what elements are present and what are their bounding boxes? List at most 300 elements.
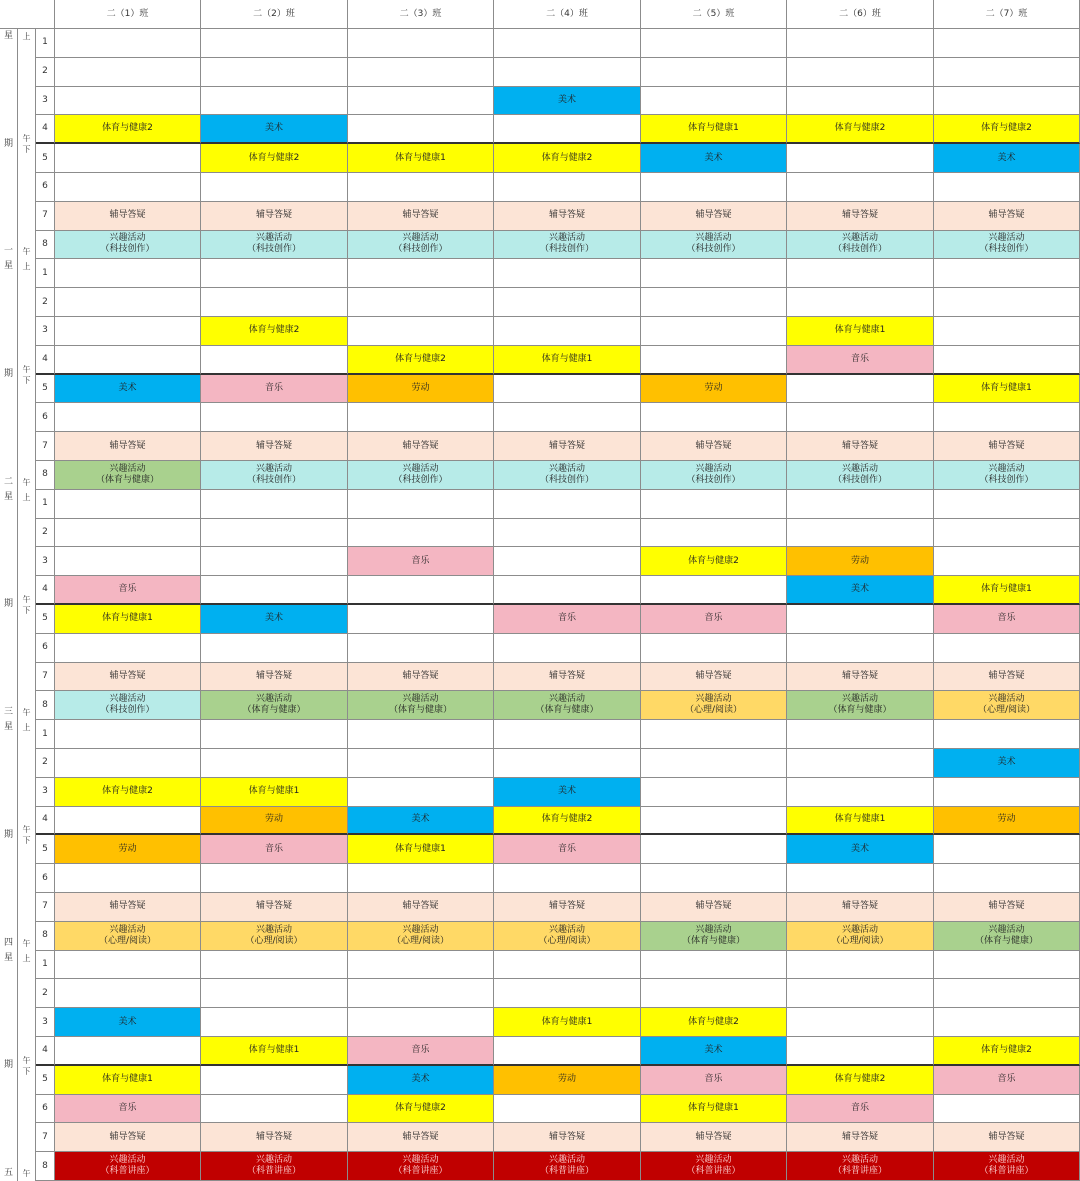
empty-cell[interactable] [348, 490, 494, 519]
empty-cell[interactable] [494, 288, 641, 317]
empty-cell[interactable] [494, 634, 641, 663]
empty-cell[interactable] [641, 951, 787, 980]
empty-cell[interactable] [494, 259, 641, 288]
empty-cell[interactable] [494, 115, 641, 144]
empty-cell[interactable] [55, 317, 201, 346]
empty-cell[interactable] [934, 519, 1080, 548]
empty-cell[interactable] [641, 634, 787, 663]
class-cell[interactable] [55, 115, 201, 144]
class-cell[interactable] [641, 432, 787, 461]
empty-cell[interactable] [494, 979, 641, 1008]
empty-cell[interactable] [55, 979, 201, 1008]
subject-label: 辅导答疑 [988, 440, 1025, 451]
empty-cell[interactable] [348, 317, 494, 346]
empty-cell[interactable] [787, 144, 934, 173]
class-cell[interactable] [934, 1123, 1080, 1152]
empty-cell[interactable] [494, 547, 641, 576]
empty-cell[interactable] [348, 749, 494, 778]
class-cell[interactable] [494, 346, 641, 375]
class-cell[interactable] [641, 663, 787, 692]
empty-cell[interactable] [55, 547, 201, 576]
empty-cell[interactable] [494, 317, 641, 346]
class-cell[interactable] [55, 778, 201, 807]
class-cell[interactable] [494, 691, 641, 720]
class-cell[interactable] [55, 893, 201, 922]
empty-cell[interactable] [934, 87, 1080, 116]
class-cell[interactable] [201, 691, 348, 720]
class-cell[interactable] [641, 547, 787, 576]
empty-cell[interactable] [55, 951, 201, 980]
empty-cell[interactable] [348, 605, 494, 634]
empty-cell[interactable] [201, 87, 348, 116]
class-cell[interactable] [201, 835, 348, 864]
class-cell[interactable] [201, 807, 348, 836]
class-cell[interactable] [787, 807, 934, 836]
empty-cell[interactable] [934, 951, 1080, 980]
class-cell[interactable] [787, 922, 934, 951]
empty-cell[interactable] [934, 720, 1080, 749]
empty-cell[interactable] [641, 835, 787, 864]
empty-cell[interactable] [494, 951, 641, 980]
class-cell[interactable] [934, 231, 1080, 260]
class-cell[interactable] [787, 202, 934, 231]
class-cell[interactable] [934, 663, 1080, 692]
empty-cell[interactable] [641, 58, 787, 87]
class-cell[interactable] [494, 1066, 641, 1095]
period-number [36, 864, 55, 893]
class-cell[interactable] [494, 1152, 641, 1181]
class-cell[interactable] [494, 922, 641, 951]
class-cell[interactable] [934, 576, 1080, 605]
class-cell[interactable] [348, 1095, 494, 1124]
class-cell[interactable] [348, 1123, 494, 1152]
empty-cell[interactable] [55, 490, 201, 519]
class-cell[interactable] [348, 893, 494, 922]
empty-cell[interactable] [201, 29, 348, 58]
empty-cell[interactable] [494, 720, 641, 749]
empty-cell[interactable] [348, 173, 494, 202]
class-cell[interactable] [201, 202, 348, 231]
empty-cell[interactable] [934, 979, 1080, 1008]
empty-cell[interactable] [641, 749, 787, 778]
period-number-label: 6 [42, 1102, 48, 1113]
class-cell[interactable] [641, 1037, 787, 1066]
empty-cell[interactable] [348, 29, 494, 58]
class-cell[interactable] [787, 432, 934, 461]
empty-cell[interactable] [201, 490, 348, 519]
class-cell[interactable] [934, 1066, 1080, 1095]
empty-cell[interactable] [201, 346, 348, 375]
empty-cell[interactable] [934, 547, 1080, 576]
empty-cell[interactable] [348, 979, 494, 1008]
empty-cell[interactable] [55, 1037, 201, 1066]
empty-cell[interactable] [201, 288, 348, 317]
class-cell[interactable] [934, 749, 1080, 778]
empty-cell[interactable] [641, 288, 787, 317]
class-cell[interactable] [55, 1152, 201, 1181]
empty-cell[interactable] [55, 58, 201, 87]
class-cell[interactable] [641, 1095, 787, 1124]
class-cell[interactable] [641, 461, 787, 490]
empty-cell[interactable] [934, 1095, 1080, 1124]
empty-cell[interactable] [55, 259, 201, 288]
empty-cell[interactable] [641, 778, 787, 807]
empty-cell[interactable] [787, 749, 934, 778]
empty-cell[interactable] [494, 403, 641, 432]
empty-cell[interactable] [787, 375, 934, 404]
empty-cell[interactable] [201, 1095, 348, 1124]
empty-cell[interactable] [787, 778, 934, 807]
class-cell[interactable] [348, 691, 494, 720]
class-cell[interactable] [55, 1008, 201, 1037]
empty-cell[interactable] [934, 864, 1080, 893]
class-cell[interactable] [55, 432, 201, 461]
class-cell[interactable] [641, 144, 787, 173]
class-cell[interactable] [787, 231, 934, 260]
empty-cell[interactable] [787, 979, 934, 1008]
empty-cell[interactable] [494, 1095, 641, 1124]
class-cell[interactable] [55, 691, 201, 720]
empty-cell[interactable] [348, 864, 494, 893]
class-cell[interactable] [641, 691, 787, 720]
class-cell[interactable] [494, 835, 641, 864]
empty-cell[interactable] [201, 173, 348, 202]
class-cell[interactable] [201, 115, 348, 144]
empty-cell[interactable] [348, 576, 494, 605]
class-cell[interactable] [787, 893, 934, 922]
empty-cell[interactable] [787, 634, 934, 663]
empty-cell[interactable] [55, 29, 201, 58]
empty-cell[interactable] [201, 259, 348, 288]
class-cell[interactable] [348, 835, 494, 864]
class-cell[interactable] [494, 1123, 641, 1152]
class-cell[interactable] [201, 1123, 348, 1152]
class-cell[interactable] [201, 778, 348, 807]
empty-cell[interactable] [787, 1037, 934, 1066]
empty-cell[interactable] [934, 259, 1080, 288]
class-cell[interactable] [787, 547, 934, 576]
class-cell[interactable] [348, 432, 494, 461]
class-cell[interactable] [641, 605, 787, 634]
class-header [348, 0, 494, 29]
class-cell[interactable] [934, 461, 1080, 490]
empty-cell[interactable] [934, 490, 1080, 519]
empty-cell[interactable] [55, 749, 201, 778]
class-cell[interactable] [494, 432, 641, 461]
class-cell[interactable] [348, 807, 494, 836]
empty-cell[interactable] [348, 720, 494, 749]
empty-cell[interactable] [348, 1008, 494, 1037]
class-cell[interactable] [55, 375, 201, 404]
subject-label: 音乐 [704, 613, 723, 624]
empty-cell[interactable] [934, 317, 1080, 346]
empty-cell[interactable] [55, 87, 201, 116]
empty-cell[interactable] [934, 403, 1080, 432]
class-cell[interactable] [348, 231, 494, 260]
class-cell[interactable] [201, 1037, 348, 1066]
class-cell[interactable] [934, 375, 1080, 404]
empty-cell[interactable] [787, 288, 934, 317]
class-cell[interactable] [55, 1123, 201, 1152]
class-cell[interactable] [348, 461, 494, 490]
empty-cell[interactable] [348, 951, 494, 980]
class-cell[interactable] [787, 835, 934, 864]
period-number [36, 1123, 55, 1152]
class-cell[interactable] [494, 87, 641, 116]
empty-cell[interactable] [787, 490, 934, 519]
class-cell[interactable] [201, 317, 348, 346]
empty-cell[interactable] [201, 951, 348, 980]
empty-cell[interactable] [934, 778, 1080, 807]
empty-cell[interactable] [201, 1008, 348, 1037]
class-cell[interactable] [641, 231, 787, 260]
class-cell[interactable] [201, 1152, 348, 1181]
class-cell[interactable] [934, 1152, 1080, 1181]
subject-label: 体育与健康1 [834, 325, 886, 336]
class-cell[interactable] [348, 922, 494, 951]
empty-cell[interactable] [494, 375, 641, 404]
subject-label: 兴趣活动 [988, 924, 1025, 935]
class-cell[interactable] [641, 115, 787, 144]
class-cell[interactable] [494, 605, 641, 634]
empty-cell[interactable] [934, 835, 1080, 864]
class-cell[interactable] [201, 605, 348, 634]
empty-cell[interactable] [934, 634, 1080, 663]
empty-cell[interactable] [641, 259, 787, 288]
empty-cell[interactable] [348, 519, 494, 548]
class-cell[interactable] [348, 202, 494, 231]
class-cell[interactable] [934, 144, 1080, 173]
class-cell[interactable] [348, 1152, 494, 1181]
class-cell[interactable] [494, 202, 641, 231]
empty-cell[interactable] [348, 58, 494, 87]
empty-cell[interactable] [934, 29, 1080, 58]
class-cell[interactable] [787, 346, 934, 375]
empty-cell[interactable] [348, 259, 494, 288]
empty-cell[interactable] [55, 519, 201, 548]
period-number-label: 4 [42, 1044, 48, 1055]
empty-cell[interactable] [201, 749, 348, 778]
empty-cell[interactable] [348, 634, 494, 663]
class-cell[interactable] [348, 1037, 494, 1066]
empty-cell[interactable] [787, 87, 934, 116]
class-cell[interactable] [201, 231, 348, 260]
empty-cell[interactable] [55, 807, 201, 836]
empty-cell[interactable] [494, 58, 641, 87]
class-cell[interactable] [934, 605, 1080, 634]
empty-cell[interactable] [201, 58, 348, 87]
empty-cell[interactable] [348, 403, 494, 432]
empty-cell[interactable] [55, 864, 201, 893]
empty-cell[interactable] [641, 519, 787, 548]
class-cell[interactable] [787, 1123, 934, 1152]
period-number-label: 3 [42, 555, 48, 566]
class-cell[interactable] [201, 922, 348, 951]
empty-cell[interactable] [787, 403, 934, 432]
class-cell[interactable] [348, 144, 494, 173]
empty-cell[interactable] [787, 58, 934, 87]
empty-cell[interactable] [787, 864, 934, 893]
class-cell[interactable] [934, 115, 1080, 144]
class-cell[interactable] [787, 1095, 934, 1124]
empty-cell[interactable] [641, 29, 787, 58]
class-cell[interactable] [494, 807, 641, 836]
subject-label: 辅导答疑 [109, 670, 146, 681]
class-cell[interactable] [494, 1008, 641, 1037]
class-cell[interactable] [348, 547, 494, 576]
class-cell[interactable] [641, 893, 787, 922]
class-cell[interactable] [787, 317, 934, 346]
empty-cell[interactable] [494, 864, 641, 893]
subject-sublabel: （心理/阅读） [245, 935, 303, 946]
class-cell[interactable] [787, 115, 934, 144]
empty-cell[interactable] [348, 778, 494, 807]
class-cell[interactable] [201, 893, 348, 922]
class-cell[interactable] [787, 1152, 934, 1181]
class-cell[interactable] [934, 922, 1080, 951]
class-cell[interactable] [201, 663, 348, 692]
empty-cell[interactable] [201, 403, 348, 432]
class-cell[interactable] [201, 432, 348, 461]
class-cell[interactable] [641, 375, 787, 404]
empty-cell[interactable] [55, 288, 201, 317]
subject-sublabel: （心理/阅读） [684, 705, 743, 716]
empty-cell[interactable] [787, 29, 934, 58]
empty-cell[interactable] [55, 346, 201, 375]
empty-cell[interactable] [934, 173, 1080, 202]
subject-sublabel: （科技创作） [393, 244, 448, 255]
class-cell[interactable] [348, 346, 494, 375]
class-cell[interactable] [348, 1066, 494, 1095]
empty-cell[interactable] [55, 144, 201, 173]
empty-cell[interactable] [201, 720, 348, 749]
class-cell[interactable] [787, 461, 934, 490]
class-cell[interactable] [55, 922, 201, 951]
class-cell[interactable] [641, 1123, 787, 1152]
subject-label: 兴趣活动 [548, 1155, 585, 1166]
empty-cell[interactable] [201, 576, 348, 605]
empty-cell[interactable] [934, 346, 1080, 375]
empty-cell[interactable] [787, 519, 934, 548]
empty-cell[interactable] [787, 1008, 934, 1037]
empty-cell[interactable] [934, 1008, 1080, 1037]
class-cell[interactable] [55, 605, 201, 634]
class-cell[interactable] [494, 461, 641, 490]
class-cell[interactable] [641, 202, 787, 231]
class-cell[interactable] [641, 922, 787, 951]
class-cell[interactable] [348, 375, 494, 404]
class-cell[interactable] [934, 807, 1080, 836]
empty-cell[interactable] [934, 58, 1080, 87]
class-cell[interactable] [494, 144, 641, 173]
class-cell[interactable] [55, 835, 201, 864]
empty-cell[interactable] [201, 979, 348, 1008]
empty-cell[interactable] [641, 87, 787, 116]
class-cell[interactable] [55, 576, 201, 605]
empty-cell[interactable] [201, 864, 348, 893]
class-cell[interactable] [787, 663, 934, 692]
class-cell[interactable] [201, 375, 348, 404]
empty-cell[interactable] [494, 173, 641, 202]
empty-cell[interactable] [641, 173, 787, 202]
empty-cell[interactable] [494, 749, 641, 778]
class-cell[interactable] [494, 893, 641, 922]
empty-cell[interactable] [641, 720, 787, 749]
class-cell[interactable] [201, 144, 348, 173]
class-cell[interactable] [494, 663, 641, 692]
class-cell[interactable] [934, 691, 1080, 720]
empty-cell[interactable] [494, 490, 641, 519]
empty-cell[interactable] [641, 576, 787, 605]
empty-cell[interactable] [201, 634, 348, 663]
class-cell[interactable] [934, 1037, 1080, 1066]
empty-cell[interactable] [787, 951, 934, 980]
empty-cell[interactable] [641, 864, 787, 893]
class-cell[interactable] [934, 202, 1080, 231]
empty-cell[interactable] [201, 547, 348, 576]
empty-cell[interactable] [641, 490, 787, 519]
empty-cell[interactable] [494, 519, 641, 548]
empty-cell[interactable] [494, 1037, 641, 1066]
class-cell[interactable] [934, 893, 1080, 922]
empty-cell[interactable] [641, 403, 787, 432]
class-cell[interactable] [494, 231, 641, 260]
class-cell[interactable] [55, 202, 201, 231]
empty-cell[interactable] [641, 807, 787, 836]
empty-cell[interactable] [934, 288, 1080, 317]
empty-cell[interactable] [201, 1066, 348, 1095]
empty-cell[interactable] [55, 634, 201, 663]
class-cell[interactable] [787, 691, 934, 720]
empty-cell[interactable] [787, 605, 934, 634]
class-cell[interactable] [787, 576, 934, 605]
empty-cell[interactable] [348, 115, 494, 144]
empty-cell[interactable] [55, 720, 201, 749]
subject-label: 兴趣活动 [695, 924, 732, 935]
empty-cell[interactable] [787, 259, 934, 288]
class-cell[interactable] [55, 1066, 201, 1095]
subject-label: 兴趣活动 [988, 694, 1025, 705]
class-cell[interactable] [201, 461, 348, 490]
class-cell[interactable] [55, 461, 201, 490]
empty-cell[interactable] [494, 29, 641, 58]
empty-cell[interactable] [787, 720, 934, 749]
class-cell[interactable] [55, 1095, 201, 1124]
empty-cell[interactable] [641, 979, 787, 1008]
class-cell[interactable] [641, 1008, 787, 1037]
class-cell[interactable] [787, 1066, 934, 1095]
class-cell[interactable] [55, 231, 201, 260]
empty-cell[interactable] [641, 317, 787, 346]
empty-cell[interactable] [348, 288, 494, 317]
class-cell[interactable] [348, 663, 494, 692]
empty-cell[interactable] [641, 346, 787, 375]
day-label-end: 五 [3, 1167, 13, 1178]
empty-cell[interactable] [348, 87, 494, 116]
empty-cell[interactable] [787, 173, 934, 202]
empty-cell[interactable] [494, 576, 641, 605]
class-cell[interactable] [641, 1152, 787, 1181]
period-number-label: 6 [42, 872, 48, 883]
class-cell[interactable] [494, 778, 641, 807]
class-cell[interactable] [641, 1066, 787, 1095]
empty-cell[interactable] [201, 519, 348, 548]
class-cell[interactable] [55, 663, 201, 692]
class-cell[interactable] [934, 432, 1080, 461]
empty-cell[interactable] [55, 403, 201, 432]
subject-sublabel: （科技创作） [539, 244, 594, 255]
empty-cell[interactable] [55, 173, 201, 202]
